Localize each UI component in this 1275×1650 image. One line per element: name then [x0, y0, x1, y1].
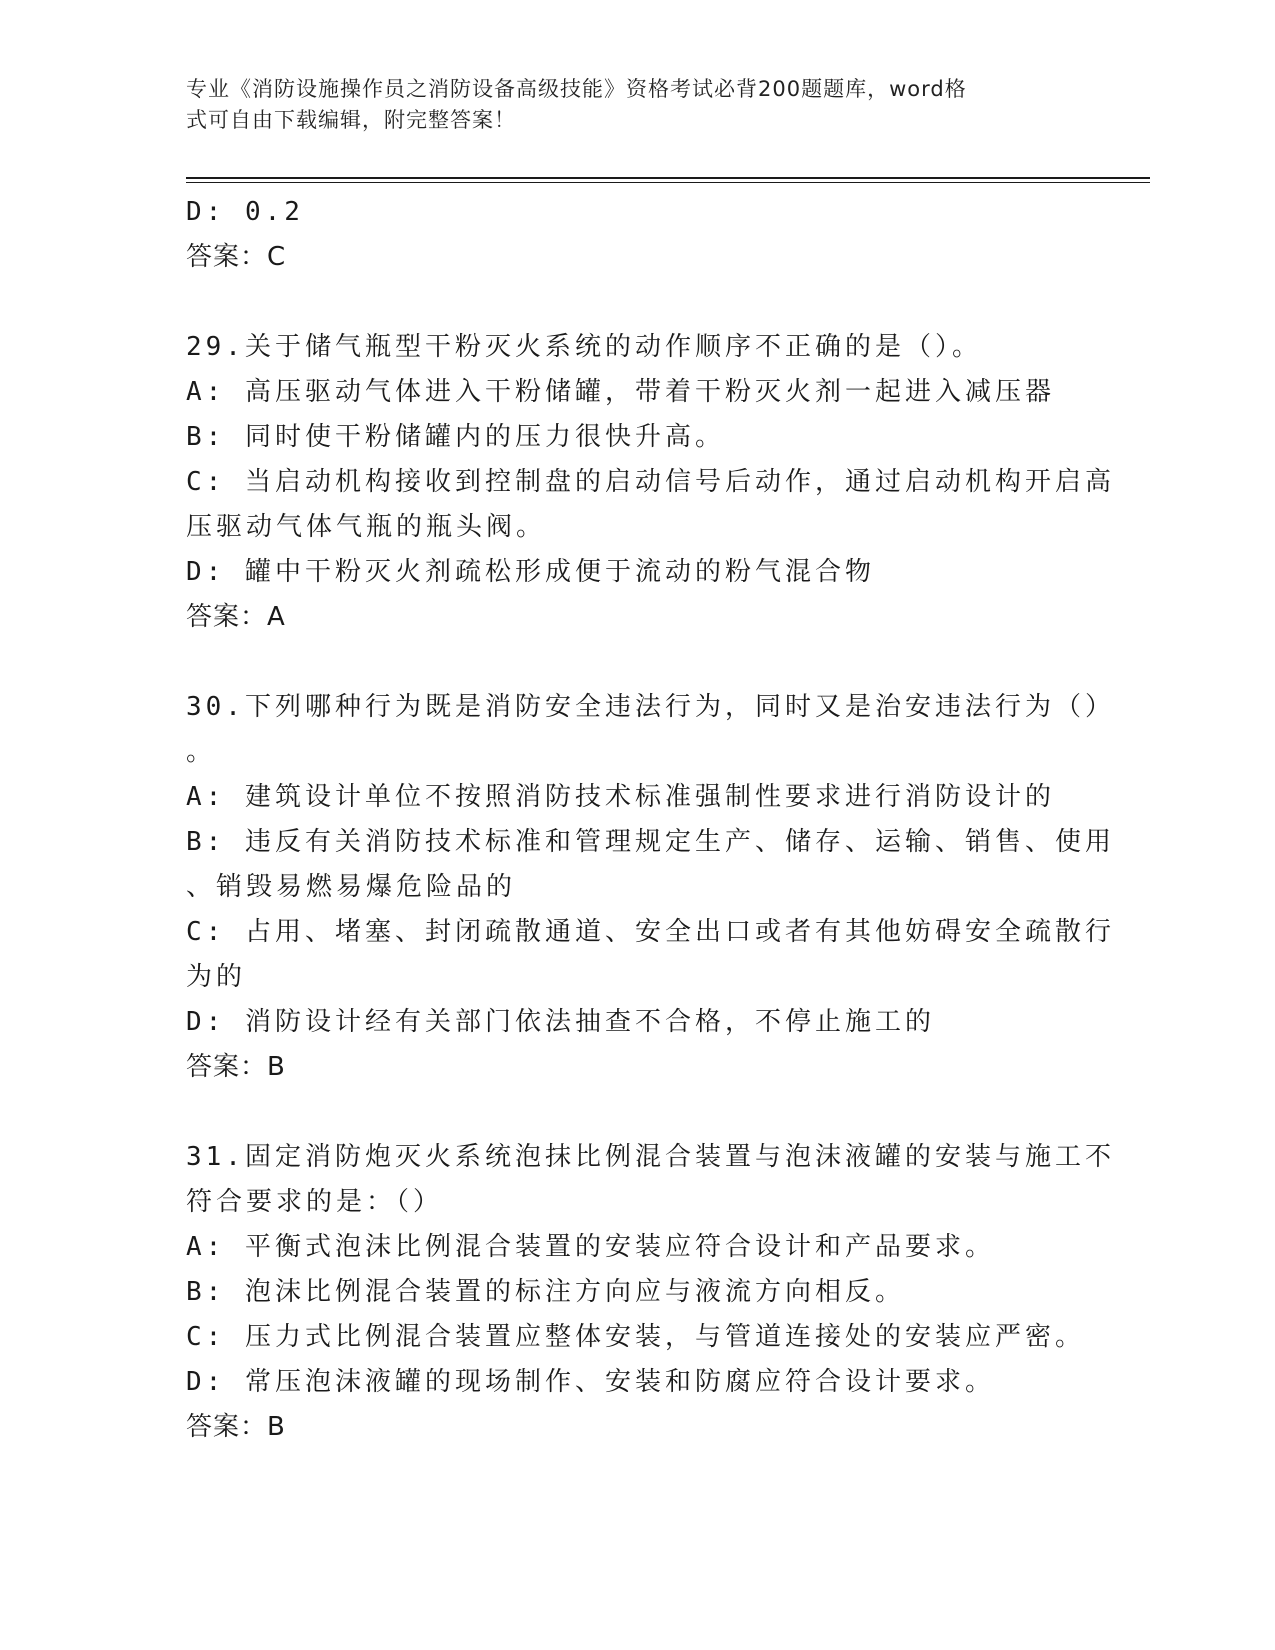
option-c-continued: 为的: [186, 962, 247, 992]
question-stem: 31.固定消防炮灭火系统泡抹比例混合装置与泡沫液罐的安装与施工不: [186, 1142, 1115, 1172]
option-c: C: 压力式比例混合装置应整体安装，与管道连接处的安装应严密。: [186, 1322, 1085, 1352]
option-d: D: 消防设计经有关部门依法抽查不合格，不停止施工的: [186, 1007, 935, 1037]
option-b: B: 泡沫比例混合装置的标注方向应与液流方向相反。: [186, 1277, 905, 1307]
prev-option-d: D: 0.2: [186, 197, 304, 227]
question-30: [186, 685, 1115, 1090]
answer: 答案：B: [186, 1412, 286, 1442]
question-stem-continued: 。: [186, 737, 217, 767]
document-header: [186, 74, 1066, 136]
option-a: A: 建筑设计单位不按照消防技术标准强制性要求进行消防设计的: [186, 782, 1055, 812]
question-stem: 29.关于储气瓶型干粉灭火系统的动作顺序不正确的是（）。: [186, 332, 982, 362]
answer: 答案：A: [186, 602, 286, 632]
answer: 答案：B: [186, 1052, 286, 1082]
option-b: B: 违反有关消防技术标准和管理规定生产、储存、运输、销售、使用: [186, 827, 1115, 857]
option-d: D: 常压泡沫液罐的现场制作、安装和防腐应符合设计要求。: [186, 1367, 995, 1397]
question-stem: 30.下列哪种行为既是消防安全违法行为，同时又是治安违法行为（）: [186, 692, 1115, 722]
option-c: C: 占用、堵塞、封闭疏散通道、安全出口或者有其他妨碍安全疏散行: [186, 917, 1115, 947]
option-b-continued: 、销毁易燃易爆危险品的: [186, 872, 517, 902]
header-rule-thin: [186, 182, 1150, 183]
option-b: B: 同时使干粉储罐内的压力很快升高。: [186, 422, 725, 452]
option-d: D: 罐中干粉灭火剂疏松形成便于流动的粉气混合物: [186, 557, 875, 587]
question-31: [186, 1135, 1115, 1450]
question-29: [186, 325, 1115, 640]
option-a: A: 平衡式泡沫比例混合装置的安装应符合设计和产品要求。: [186, 1232, 995, 1262]
header-line-2: 式可自由下载编辑，附完整答案！: [186, 108, 516, 132]
question-stem-continued: 符合要求的是：（）: [186, 1187, 444, 1217]
prev-answer: 答案：C: [186, 242, 287, 272]
header-line-1: 专业《消防设施操作员之消防设备高级技能》资格考试必背200题题库，word格: [186, 77, 967, 101]
option-a: A: 高压驱动气体进入干粉储罐，带着干粉灭火剂一起进入减压器: [186, 377, 1055, 407]
question-content: [186, 190, 1115, 1450]
header-rule-thick: [186, 177, 1150, 179]
option-c-continued: 压驱动气体气瓶的瓶头阀。: [186, 512, 547, 542]
option-c: C: 当启动机构接收到控制盘的启动信号后动作，通过启动机构开启高: [186, 467, 1115, 497]
